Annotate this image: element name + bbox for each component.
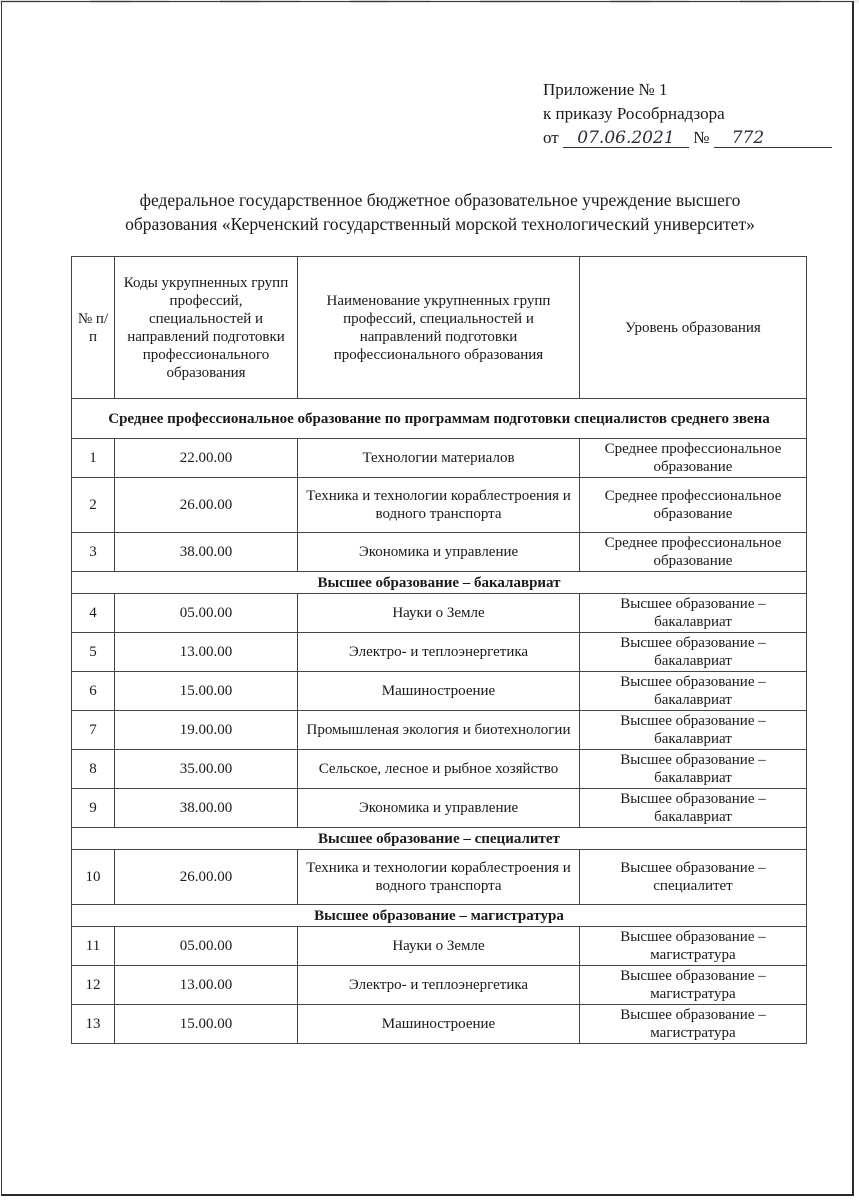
cell-code: 15.00.00 [115, 672, 298, 711]
annex-title: Приложение № 1 [543, 80, 668, 99]
table-row [72, 533, 807, 572]
cell-num: 4 [72, 594, 115, 633]
cell-code: 22.00.00 [115, 439, 298, 478]
cell-code: 38.00.00 [115, 789, 298, 828]
cell-num: 2 [72, 478, 115, 533]
cell-num: 9 [72, 789, 115, 828]
section-title: Высшее образование – магистратура [72, 905, 807, 927]
cell-num: 8 [72, 750, 115, 789]
cell-code: 05.00.00 [115, 927, 298, 966]
annex-block [543, 78, 832, 150]
section-row [72, 905, 807, 927]
cell-num: 3 [72, 533, 115, 572]
cell-code: 19.00.00 [115, 711, 298, 750]
cell-level: Среднее профессиональное образование [580, 478, 807, 533]
cell-code: 05.00.00 [115, 594, 298, 633]
cell-name: Сельское, лесное и рыбное хозяйство [298, 750, 580, 789]
table-row [72, 927, 807, 966]
section-title: Высшее образование – специалитет [72, 828, 807, 850]
cell-num: 5 [72, 633, 115, 672]
cell-num: 11 [72, 927, 115, 966]
organization-line-1: федеральное государственное бюджетное образовательное учреждение высшего [139, 190, 741, 210]
cell-name: Экономика и управление [298, 533, 580, 572]
organization-name [70, 188, 810, 236]
cell-code: 13.00.00 [115, 966, 298, 1005]
annex-number-label: № [693, 128, 710, 147]
cell-level: Высшее образование – магистратура [580, 966, 807, 1005]
section-row [72, 572, 807, 594]
cell-code: 13.00.00 [115, 633, 298, 672]
cell-name: Техника и технологии кораблестроения и водного транспорта [298, 850, 580, 905]
table-row [72, 439, 807, 478]
cell-level: Высшее образование – магистратура [580, 1005, 807, 1044]
cell-level: Среднее профессиональное образование [580, 533, 807, 572]
cell-code: 35.00.00 [115, 750, 298, 789]
section-row [72, 399, 807, 439]
cell-name: Электро- и теплоэнергетика [298, 966, 580, 1005]
cell-name: Технологии материалов [298, 439, 580, 478]
table-row [72, 711, 807, 750]
section-title: Высшее образование – бакалавриат [72, 572, 807, 594]
table-header-row [72, 257, 807, 399]
header-names: Наименование укрупненных групп профессий, специальностей и направлений подготовки профессионального образования [298, 257, 580, 399]
annex-from-label: от [543, 128, 559, 147]
cell-level: Высшее образование – специалитет [580, 850, 807, 905]
cell-level: Высшее образование – бакалавриат [580, 750, 807, 789]
table-row [72, 672, 807, 711]
cell-num: 12 [72, 966, 115, 1005]
cell-num: 6 [72, 672, 115, 711]
table-row [72, 1005, 807, 1044]
cell-level: Высшее образование – магистратура [580, 927, 807, 966]
cell-code: 38.00.00 [115, 533, 298, 572]
cell-code: 15.00.00 [115, 1005, 298, 1044]
cell-level: Высшее образование – бакалавриат [580, 672, 807, 711]
cell-num: 13 [72, 1005, 115, 1044]
cell-num: 10 [72, 850, 115, 905]
cell-level: Высшее образование – бакалавриат [580, 633, 807, 672]
organization-line-2: образования «Керченский государственный морской технологический университет» [125, 214, 755, 234]
table-row [72, 850, 807, 905]
cell-level: Среднее профессиональное образование [580, 439, 807, 478]
section-title: Среднее профессиональное образование по программам подготовки специалистов среднего звена [72, 399, 807, 439]
cell-num: 7 [72, 711, 115, 750]
table-row [72, 966, 807, 1005]
table-row [72, 789, 807, 828]
cell-name: Электро- и теплоэнергетика [298, 633, 580, 672]
section-row [72, 828, 807, 850]
cell-level: Высшее образование – бакалавриат [580, 594, 807, 633]
header-level: Уровень образования [580, 257, 807, 399]
cell-name: Машиностроение [298, 1005, 580, 1044]
cell-name: Науки о Земле [298, 927, 580, 966]
annex-date-line [543, 126, 832, 150]
cell-level: Высшее образование – бакалавриат [580, 789, 807, 828]
cell-name: Машиностроение [298, 672, 580, 711]
annex-number-handwritten: 772 [714, 129, 832, 148]
cell-code: 26.00.00 [115, 478, 298, 533]
cell-name: Экономика и управление [298, 789, 580, 828]
programs-table [71, 256, 807, 1044]
annex-order-ref: к приказу Рособрнадзора [543, 104, 725, 123]
cell-num: 1 [72, 439, 115, 478]
cell-code: 26.00.00 [115, 850, 298, 905]
cell-name: Техника и технологии кораблестроения и водного транспорта [298, 478, 580, 533]
cell-name: Промышленая экология и биотехнологии [298, 711, 580, 750]
header-num: № п/п [72, 257, 115, 399]
cell-level: Высшее образование – бакалавриат [580, 711, 807, 750]
table-row [72, 633, 807, 672]
table-row [72, 750, 807, 789]
table-row [72, 478, 807, 533]
table-row [72, 594, 807, 633]
annex-date-handwritten: 07.06.2021 [563, 129, 689, 148]
cell-name: Науки о Земле [298, 594, 580, 633]
header-codes: Коды укрупненных групп профессий, специальностей и направлений подготовки профессионального образования [115, 257, 298, 399]
